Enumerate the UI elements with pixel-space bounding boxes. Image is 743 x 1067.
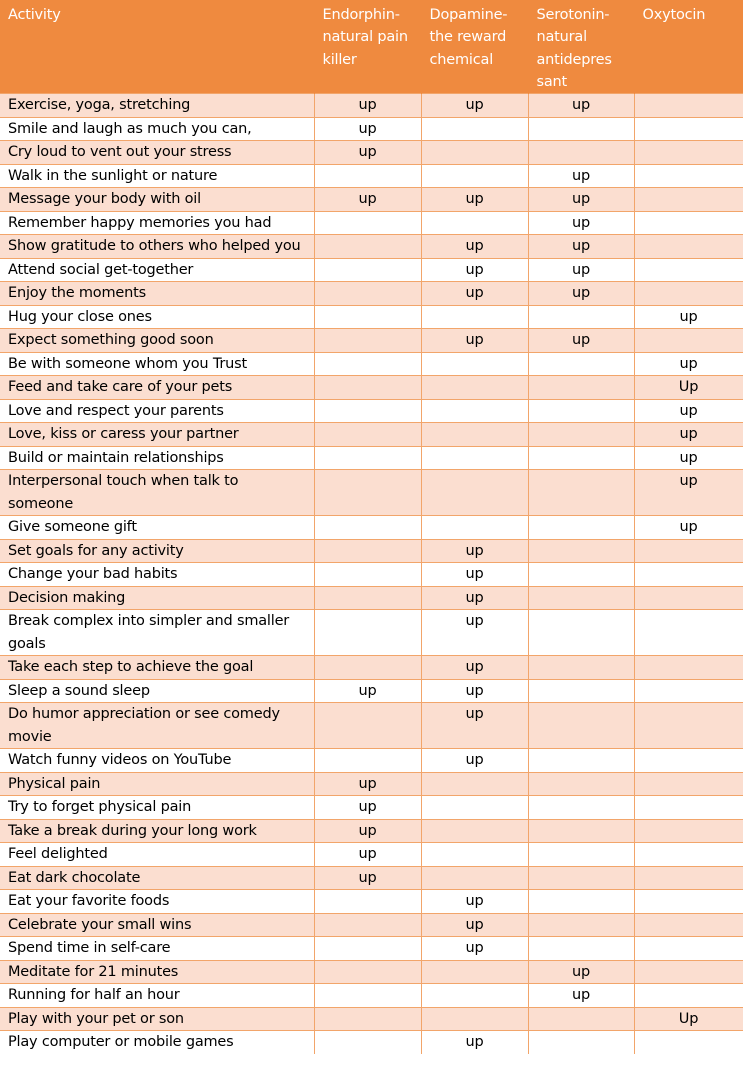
table-row xyxy=(0,937,743,961)
table-row xyxy=(0,586,743,610)
endorphin-cell xyxy=(314,211,421,235)
endorphin-cell xyxy=(314,329,421,353)
serotonin-cell xyxy=(528,796,634,820)
table-row xyxy=(0,656,743,680)
oxytocin-cell: up xyxy=(634,399,743,423)
oxytocin-cell: Up xyxy=(634,376,743,400)
dopamine-cell: up xyxy=(421,1031,528,1054)
dopamine-cell: up xyxy=(421,703,528,749)
activity-cell: Interpersonal touch when talk to someone xyxy=(0,470,314,516)
serotonin-cell xyxy=(528,703,634,749)
oxytocin-cell xyxy=(634,282,743,306)
endorphin-cell: up xyxy=(314,843,421,867)
serotonin-cell: up xyxy=(528,282,634,306)
activity-cell: Decision making xyxy=(0,586,314,610)
oxytocin-cell xyxy=(634,211,743,235)
endorphin-cell xyxy=(314,164,421,188)
serotonin-cell xyxy=(528,610,634,656)
dopamine-cell xyxy=(421,423,528,447)
oxytocin-cell xyxy=(634,796,743,820)
oxytocin-cell xyxy=(634,235,743,259)
oxytocin-cell xyxy=(634,679,743,703)
activity-cell: Play computer or mobile games xyxy=(0,1031,314,1054)
endorphin-cell xyxy=(314,516,421,540)
dopamine-cell xyxy=(421,376,528,400)
oxytocin-cell xyxy=(634,586,743,610)
oxytocin-cell xyxy=(634,656,743,680)
dopamine-cell: up xyxy=(421,539,528,563)
oxytocin-cell: up xyxy=(634,446,743,470)
dopamine-cell xyxy=(421,211,528,235)
endorphin-cell xyxy=(314,937,421,961)
serotonin-cell: up xyxy=(528,960,634,984)
dopamine-cell xyxy=(421,470,528,516)
dopamine-cell: up xyxy=(421,610,528,656)
endorphin-cell xyxy=(314,235,421,259)
dopamine-cell: up xyxy=(421,913,528,937)
serotonin-cell xyxy=(528,399,634,423)
activity-cell: Spend time in self-care xyxy=(0,937,314,961)
table-row xyxy=(0,679,743,703)
oxytocin-cell: up xyxy=(634,516,743,540)
oxytocin-cell xyxy=(634,772,743,796)
endorphin-cell xyxy=(314,610,421,656)
dopamine-cell: up xyxy=(421,890,528,914)
serotonin-cell: up xyxy=(528,164,634,188)
table-row xyxy=(0,539,743,563)
oxytocin-cell xyxy=(634,1031,743,1054)
activity-cell: Be with someone whom you Trust xyxy=(0,352,314,376)
table-row xyxy=(0,890,743,914)
serotonin-cell: up xyxy=(528,235,634,259)
serotonin-cell xyxy=(528,470,634,516)
table-row xyxy=(0,913,743,937)
table-row xyxy=(0,376,743,400)
oxytocin-cell xyxy=(634,984,743,1008)
dopamine-cell xyxy=(421,843,528,867)
endorphin-cell xyxy=(314,1031,421,1054)
activity-cell: Celebrate your small wins xyxy=(0,913,314,937)
serotonin-cell xyxy=(528,679,634,703)
serotonin-cell xyxy=(528,563,634,587)
table-row xyxy=(0,843,743,867)
serotonin-cell: up xyxy=(528,258,634,282)
header-row xyxy=(0,0,743,94)
activity-cell: Break complex into simpler and smaller goals xyxy=(0,610,314,656)
dopamine-cell: up xyxy=(421,94,528,118)
table-row xyxy=(0,749,743,773)
header-endorphin: Endorphin-natural pain killer xyxy=(314,0,421,94)
activity-cell: Meditate for 21 minutes xyxy=(0,960,314,984)
oxytocin-cell xyxy=(634,329,743,353)
dopamine-cell: up xyxy=(421,679,528,703)
dopamine-cell: up xyxy=(421,749,528,773)
serotonin-cell xyxy=(528,117,634,141)
dopamine-cell xyxy=(421,446,528,470)
endorphin-cell xyxy=(314,656,421,680)
serotonin-cell xyxy=(528,446,634,470)
table-row xyxy=(0,282,743,306)
table-row xyxy=(0,94,743,118)
dopamine-cell: up xyxy=(421,235,528,259)
serotonin-cell xyxy=(528,352,634,376)
serotonin-cell xyxy=(528,890,634,914)
activity-cell: Walk in the sunlight or nature xyxy=(0,164,314,188)
dopamine-cell: up xyxy=(421,258,528,282)
activity-cell: Love, kiss or caress your partner xyxy=(0,423,314,447)
table-row xyxy=(0,703,743,749)
dopamine-cell xyxy=(421,141,528,165)
endorphin-cell xyxy=(314,446,421,470)
endorphin-cell xyxy=(314,703,421,749)
activity-cell: Cry loud to vent out your stress xyxy=(0,141,314,165)
oxytocin-cell xyxy=(634,960,743,984)
activity-cell: Feel delighted xyxy=(0,843,314,867)
activity-cell: Eat your favorite foods xyxy=(0,890,314,914)
activity-cell: Physical pain xyxy=(0,772,314,796)
serotonin-cell xyxy=(528,819,634,843)
table-row xyxy=(0,984,743,1008)
table-row xyxy=(0,305,743,329)
table-row xyxy=(0,819,743,843)
oxytocin-cell xyxy=(634,539,743,563)
oxytocin-cell xyxy=(634,94,743,118)
table-row xyxy=(0,399,743,423)
table-row xyxy=(0,563,743,587)
endorphin-cell xyxy=(314,376,421,400)
dopamine-cell: up xyxy=(421,586,528,610)
serotonin-cell xyxy=(528,937,634,961)
serotonin-cell xyxy=(528,772,634,796)
dopamine-cell xyxy=(421,960,528,984)
serotonin-cell xyxy=(528,843,634,867)
oxytocin-cell xyxy=(634,188,743,212)
table-row xyxy=(0,866,743,890)
dopamine-cell: up xyxy=(421,329,528,353)
endorphin-cell: up xyxy=(314,866,421,890)
oxytocin-cell xyxy=(634,258,743,282)
oxytocin-cell xyxy=(634,749,743,773)
dopamine-cell xyxy=(421,516,528,540)
serotonin-cell xyxy=(528,866,634,890)
serotonin-cell xyxy=(528,539,634,563)
serotonin-cell xyxy=(528,141,634,165)
serotonin-cell: up xyxy=(528,94,634,118)
activity-cell: Take each step to achieve the goal xyxy=(0,656,314,680)
serotonin-cell xyxy=(528,423,634,447)
activity-cell: Do humor appreciation or see comedy movie xyxy=(0,703,314,749)
endorphin-cell xyxy=(314,984,421,1008)
activity-cell: Remember happy memories you had xyxy=(0,211,314,235)
table-row xyxy=(0,772,743,796)
serotonin-cell: up xyxy=(528,211,634,235)
table-row xyxy=(0,164,743,188)
serotonin-cell xyxy=(528,749,634,773)
table-row xyxy=(0,1007,743,1031)
serotonin-cell xyxy=(528,586,634,610)
dopamine-cell xyxy=(421,352,528,376)
dopamine-cell xyxy=(421,984,528,1008)
dopamine-cell: up xyxy=(421,282,528,306)
oxytocin-cell: up xyxy=(634,470,743,516)
table-row xyxy=(0,796,743,820)
endorphin-cell xyxy=(314,1007,421,1031)
header-activity: Activity xyxy=(0,0,314,94)
oxytocin-cell: up xyxy=(634,352,743,376)
dopamine-cell xyxy=(421,164,528,188)
activity-cell: Build or maintain relationships xyxy=(0,446,314,470)
table-row xyxy=(0,1031,743,1054)
table-row xyxy=(0,960,743,984)
table-row xyxy=(0,610,743,656)
header-oxytocin: Oxytocin xyxy=(634,0,743,94)
activity-cell: Love and respect your parents xyxy=(0,399,314,423)
dopamine-cell: up xyxy=(421,656,528,680)
activity-cell: Feed and take care of your pets xyxy=(0,376,314,400)
activity-cell: Enjoy the moments xyxy=(0,282,314,306)
serotonin-cell xyxy=(528,376,634,400)
endorphin-cell xyxy=(314,749,421,773)
serotonin-cell: up xyxy=(528,329,634,353)
endorphin-cell: up xyxy=(314,117,421,141)
dopamine-cell xyxy=(421,117,528,141)
dopamine-cell: up xyxy=(421,188,528,212)
activity-cell: Give someone gift xyxy=(0,516,314,540)
endorphin-cell xyxy=(314,423,421,447)
oxytocin-cell: Up xyxy=(634,1007,743,1031)
serotonin-cell xyxy=(528,913,634,937)
endorphin-cell xyxy=(314,586,421,610)
endorphin-cell: up xyxy=(314,819,421,843)
endorphin-cell xyxy=(314,470,421,516)
table-row xyxy=(0,188,743,212)
endorphin-cell xyxy=(314,352,421,376)
endorphin-cell xyxy=(314,305,421,329)
oxytocin-cell xyxy=(634,117,743,141)
endorphin-cell: up xyxy=(314,679,421,703)
oxytocin-cell xyxy=(634,610,743,656)
oxytocin-cell xyxy=(634,913,743,937)
table-row xyxy=(0,258,743,282)
oxytocin-cell xyxy=(634,563,743,587)
endorphin-cell: up xyxy=(314,772,421,796)
oxytocin-cell xyxy=(634,819,743,843)
activity-cell: Play with your pet or son xyxy=(0,1007,314,1031)
activity-cell: Sleep a sound sleep xyxy=(0,679,314,703)
endorphin-cell xyxy=(314,913,421,937)
serotonin-cell xyxy=(528,516,634,540)
header-dopamine: Dopamine-the reward chemical xyxy=(421,0,528,94)
table-row xyxy=(0,470,743,516)
endorphin-cell: up xyxy=(314,141,421,165)
oxytocin-cell xyxy=(634,843,743,867)
dopamine-cell: up xyxy=(421,937,528,961)
table-row xyxy=(0,352,743,376)
table-row xyxy=(0,329,743,353)
table-row xyxy=(0,141,743,165)
serotonin-cell xyxy=(528,1007,634,1031)
endorphin-cell xyxy=(314,563,421,587)
activity-cell: Smile and laugh as much you can, xyxy=(0,117,314,141)
endorphin-cell xyxy=(314,258,421,282)
endorphin-cell: up xyxy=(314,188,421,212)
header-serotonin: Serotonin-natural antidepres sant xyxy=(528,0,634,94)
endorphin-cell xyxy=(314,539,421,563)
dopamine-cell xyxy=(421,772,528,796)
serotonin-cell xyxy=(528,656,634,680)
activity-cell: Eat dark chocolate xyxy=(0,866,314,890)
endorphin-cell xyxy=(314,282,421,306)
dopamine-cell xyxy=(421,796,528,820)
dopamine-cell xyxy=(421,305,528,329)
activity-cell: Watch funny videos on YouTube xyxy=(0,749,314,773)
oxytocin-cell xyxy=(634,703,743,749)
table-row xyxy=(0,235,743,259)
endorphin-cell: up xyxy=(314,796,421,820)
activity-cell: Expect something good soon xyxy=(0,329,314,353)
oxytocin-cell xyxy=(634,890,743,914)
activity-cell: Take a break during your long work xyxy=(0,819,314,843)
endorphin-cell xyxy=(314,960,421,984)
activity-cell: Set goals for any activity xyxy=(0,539,314,563)
oxytocin-cell xyxy=(634,866,743,890)
activity-cell: Message your body with oil xyxy=(0,188,314,212)
oxytocin-cell xyxy=(634,937,743,961)
dopamine-cell xyxy=(421,866,528,890)
dopamine-cell xyxy=(421,1007,528,1031)
endorphin-cell xyxy=(314,399,421,423)
activity-cell: Running for half an hour xyxy=(0,984,314,1008)
table-body xyxy=(0,94,743,1054)
activity-cell: Show gratitude to others who helped you xyxy=(0,235,314,259)
dopamine-cell: up xyxy=(421,563,528,587)
endorphin-cell xyxy=(314,890,421,914)
activity-cell: Exercise, yoga, stretching xyxy=(0,94,314,118)
table-row xyxy=(0,211,743,235)
table-row xyxy=(0,516,743,540)
table-row xyxy=(0,446,743,470)
dopamine-cell xyxy=(421,819,528,843)
oxytocin-cell: up xyxy=(634,305,743,329)
table-row xyxy=(0,117,743,141)
table-row xyxy=(0,423,743,447)
oxytocin-cell: up xyxy=(634,423,743,447)
serotonin-cell xyxy=(528,1031,634,1054)
endorphin-cell: up xyxy=(314,94,421,118)
dopamine-cell xyxy=(421,399,528,423)
serotonin-cell: up xyxy=(528,984,634,1008)
serotonin-cell: up xyxy=(528,188,634,212)
activity-cell: Try to forget physical pain xyxy=(0,796,314,820)
oxytocin-cell xyxy=(634,164,743,188)
serotonin-cell xyxy=(528,305,634,329)
activity-cell: Hug your close ones xyxy=(0,305,314,329)
activity-cell: Change your bad habits xyxy=(0,563,314,587)
oxytocin-cell xyxy=(634,141,743,165)
activity-cell: Attend social get-together xyxy=(0,258,314,282)
